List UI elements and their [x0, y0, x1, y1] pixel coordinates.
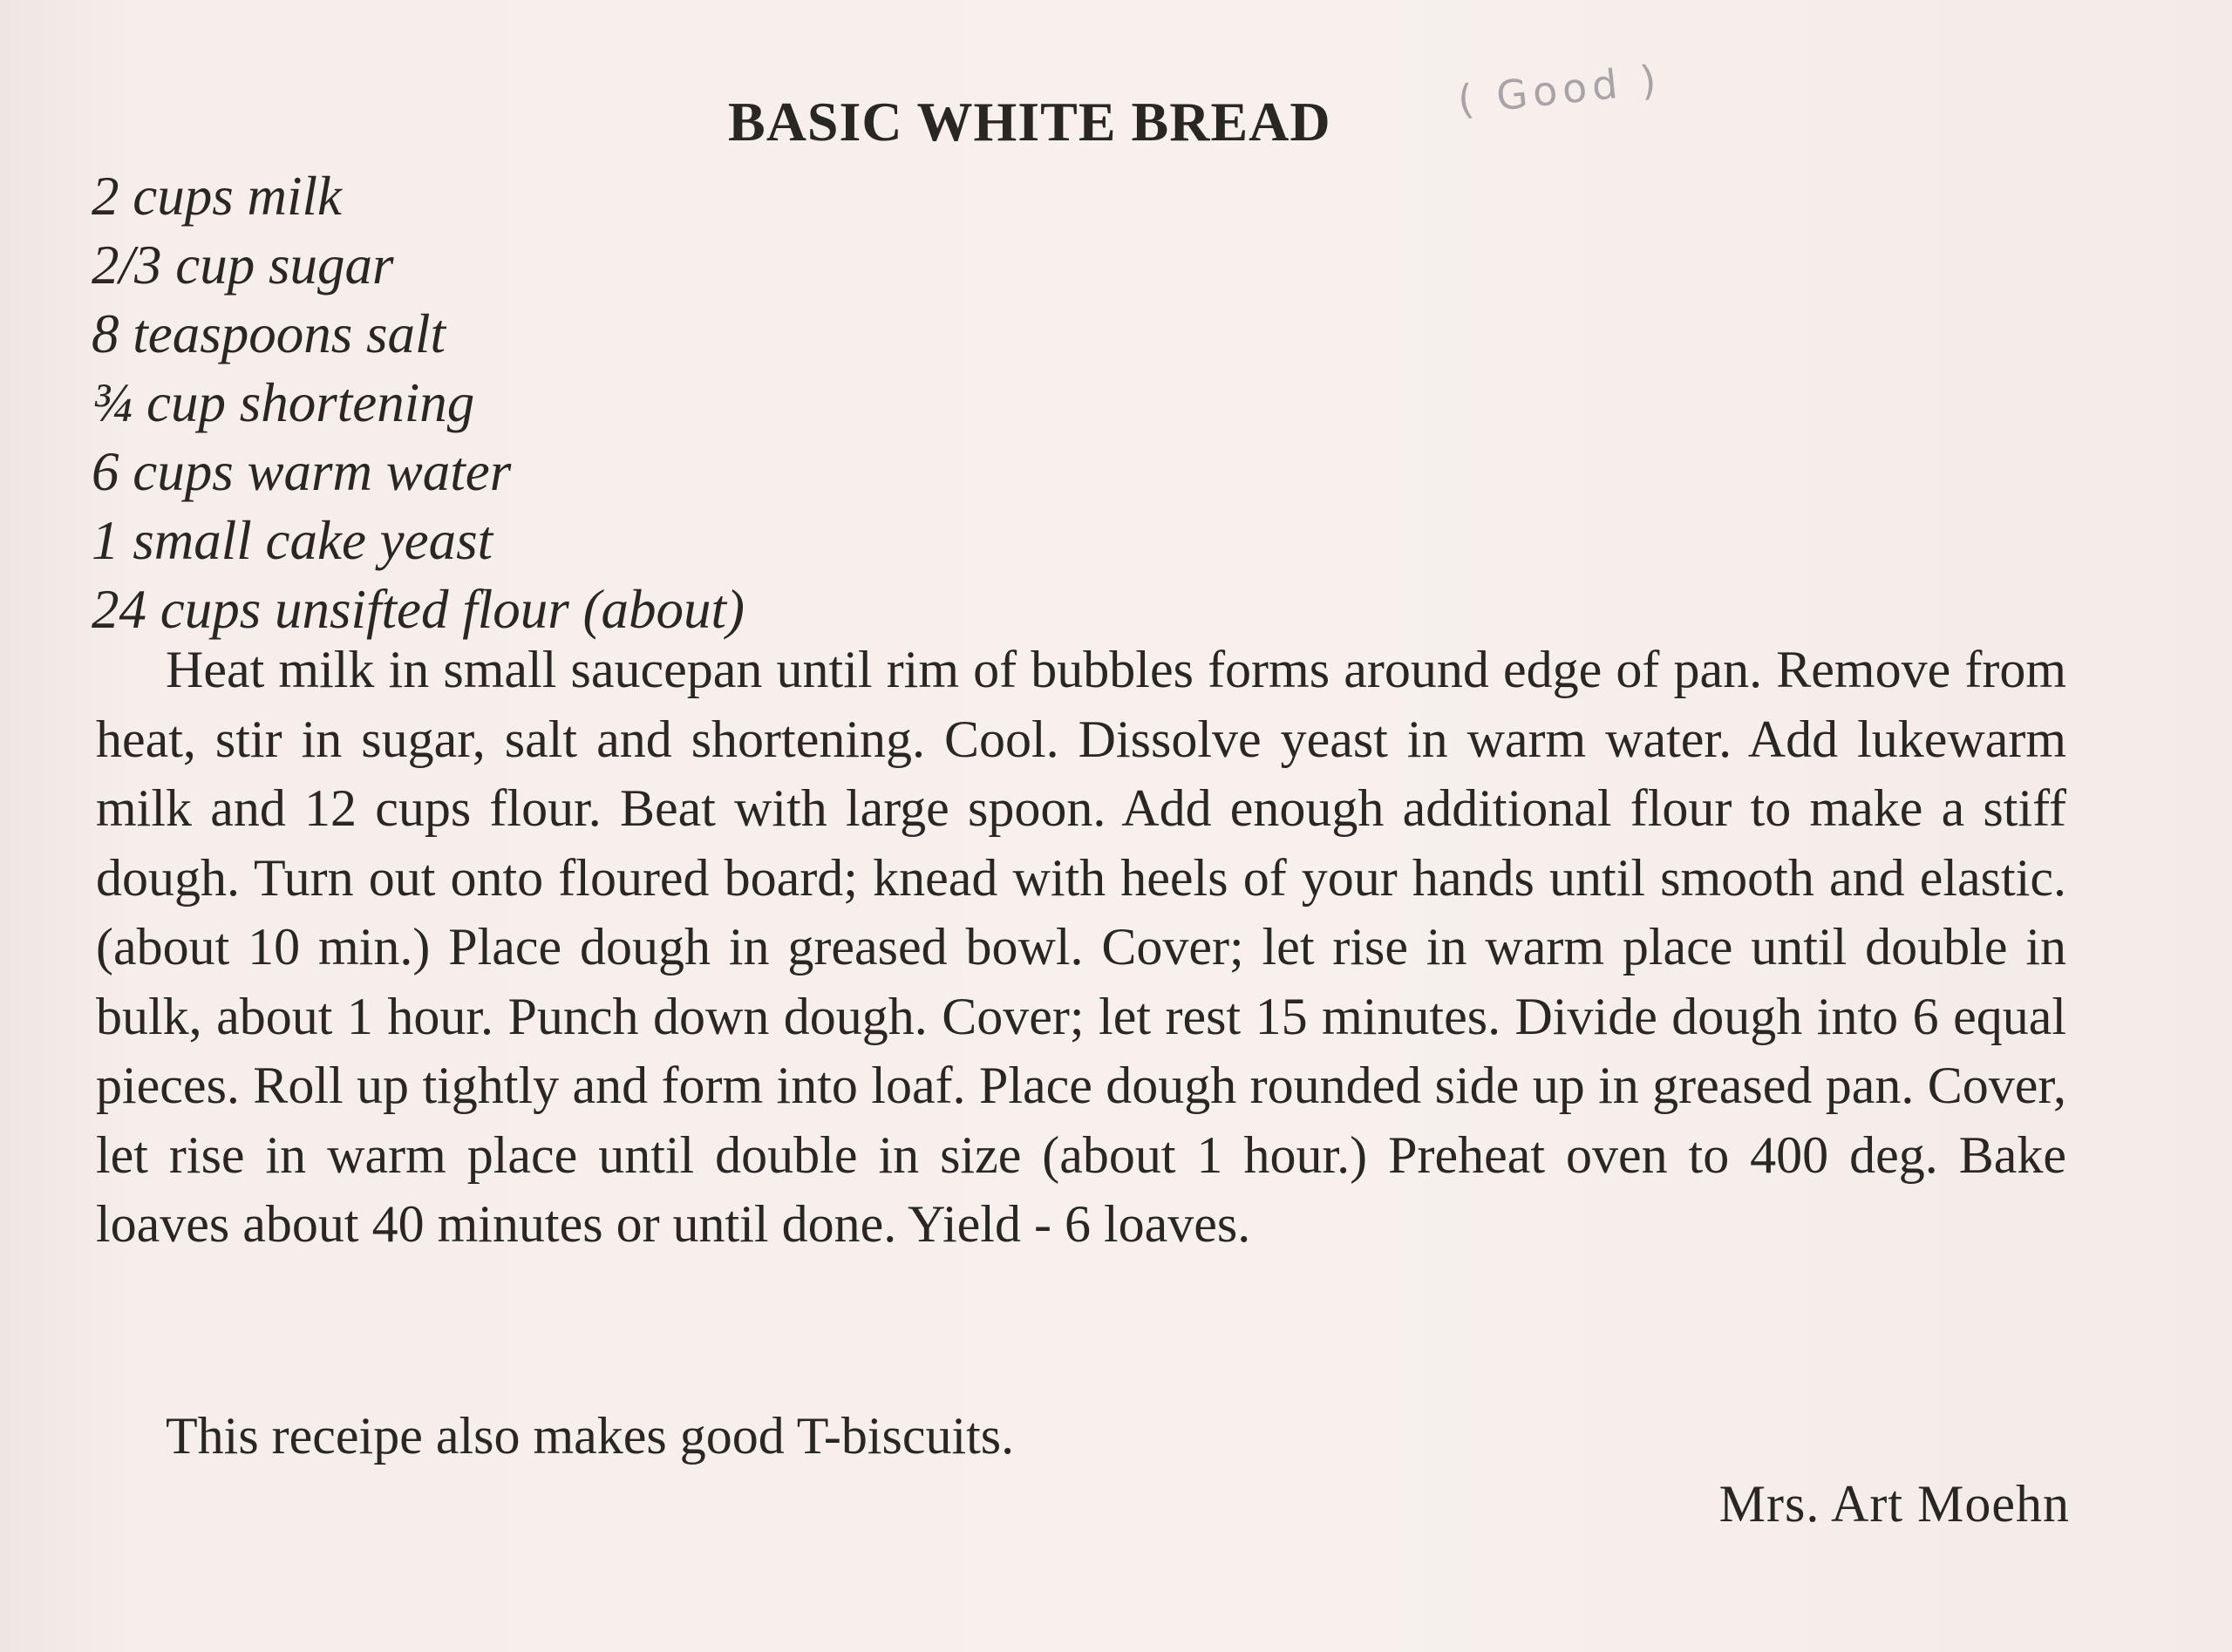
- ingredient-list: [92, 162, 745, 644]
- handwritten-note: ( Good ): [1455, 55, 1664, 124]
- ingredient-item: 6 cups warm water: [92, 441, 512, 502]
- ingredient-item: 8 teaspoons salt: [92, 303, 446, 364]
- ingredient-item: 2 cups milk: [92, 166, 342, 227]
- ingredient-item: 1 small cake yeast: [92, 510, 493, 571]
- title-row: [728, 90, 1331, 154]
- recipe-note: This receipe also makes good T-biscuits.: [166, 1407, 1015, 1465]
- ingredient-item: 24 cups unsifted flour (about): [92, 579, 745, 640]
- recipe-title: BASIC WHITE BREAD: [728, 91, 1331, 153]
- ingredient-item: 2/3 cup sugar: [92, 235, 394, 296]
- ingredient-item: ¾ cup shortening: [92, 372, 475, 433]
- recipe-directions: Heat milk in small saucepan until rim of bubbles forms around edge of pan. Remove from heat, stir in sugar, salt and shortening. Cool. Dissolve yeast in warm water. Add lukewarm milk and 12 cups flour. Beat with large spoon. Add enough additional flour to make a stiff dough. Turn out onto floured board; knead with heels of your hands until smooth and elastic. (about 10 min.) Place dough in greased bowl. Cover; let rise in warm place until double in bulk, about 1 hour. Punch down dough. Cover; let rest 15 minutes. Divide dough into 6 equal pieces. Roll up tightly and form into loaf. Place dough rounded side up in greased pan. Cover, let rise in warm place until double in size (about 1 hour.) Preheat oven to 400 deg. Bake loaves about 40 minutes or until done. Yield - 6 loaves.: [96, 641, 2066, 1253]
- contributor-name: Mrs. Art Moehn: [1718, 1475, 2070, 1533]
